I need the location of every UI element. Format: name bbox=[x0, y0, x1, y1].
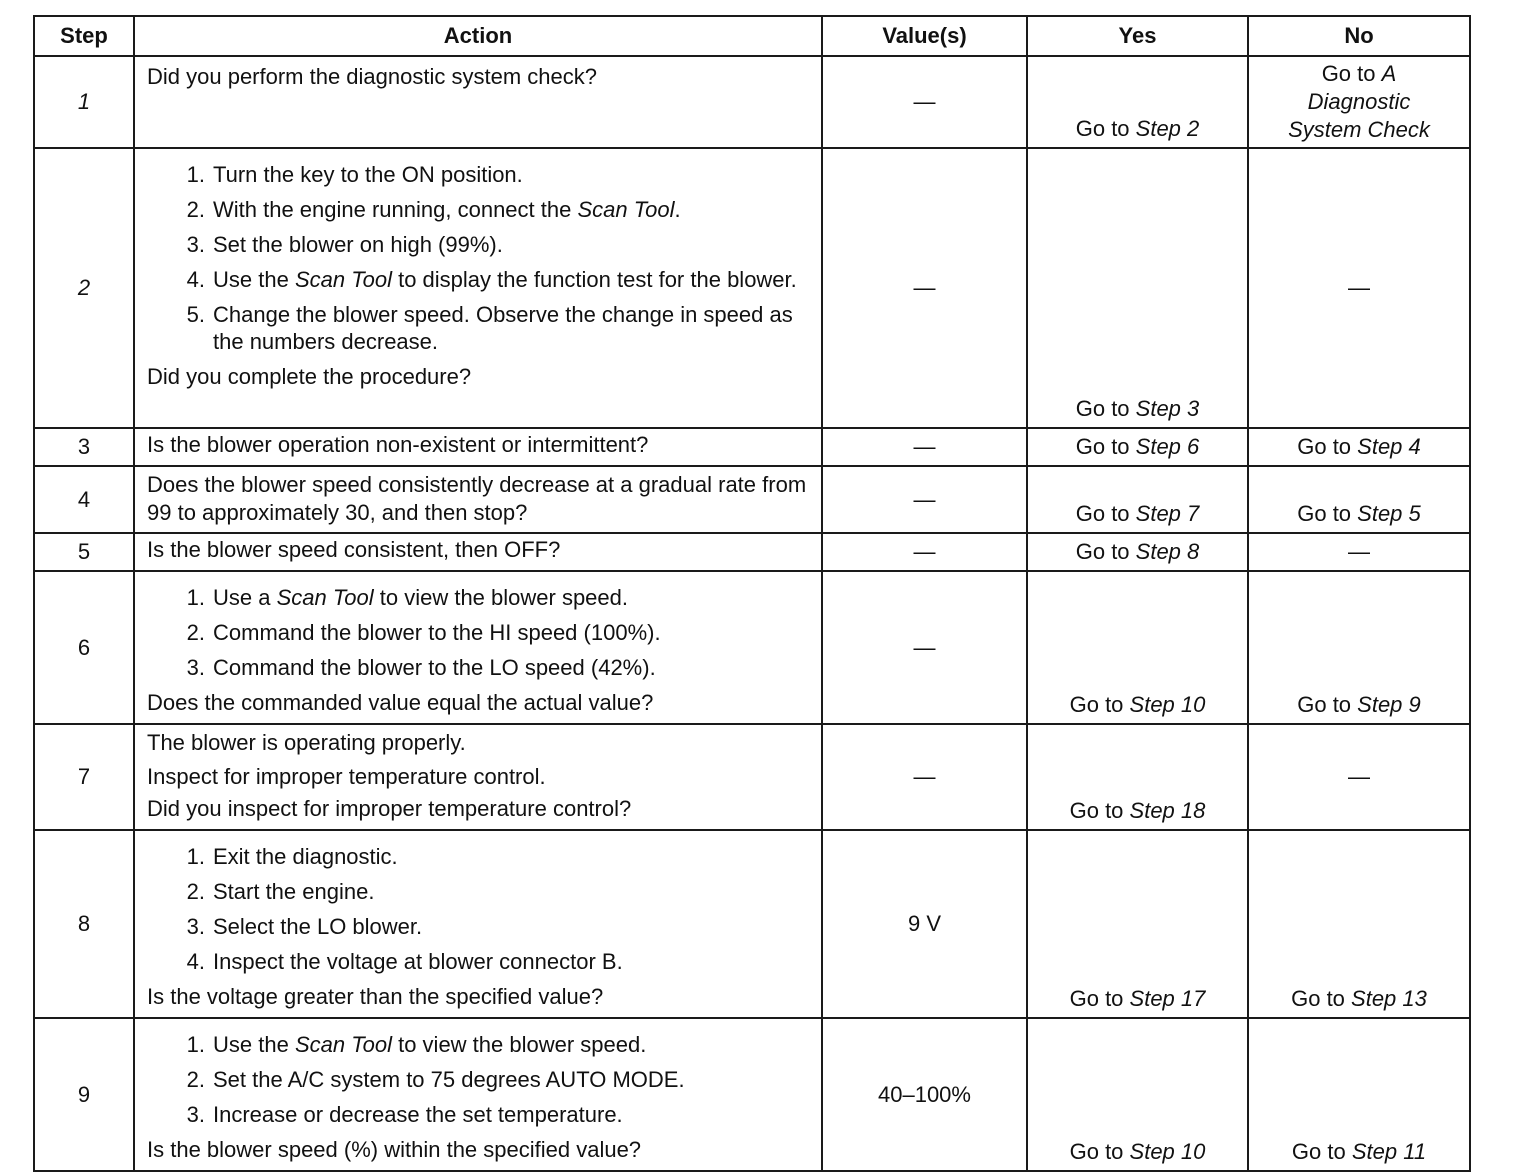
item-text: to display the function test for the blower. bbox=[391, 267, 797, 292]
item-text: Start the engine. bbox=[213, 879, 375, 904]
item-emphasis: Scan Tool bbox=[294, 1032, 392, 1057]
action-question: Does the blower speed consistently decrease at a gradual rate from 99 to approximately 30, and then stop? bbox=[147, 472, 807, 525]
procedure-list bbox=[147, 161, 811, 355]
step-link[interactable]: Step 6 bbox=[1135, 434, 1200, 459]
procedure-link[interactable]: System Check bbox=[1288, 117, 1430, 142]
yes-cell bbox=[1027, 571, 1248, 724]
item-number: 1. bbox=[186, 162, 205, 187]
action-question: Did you inspect for improper temperature control? bbox=[147, 796, 632, 821]
yes-cell bbox=[1027, 428, 1248, 466]
yes-cell bbox=[1027, 148, 1248, 428]
step-link[interactable]: Step 4 bbox=[1357, 434, 1421, 459]
step-link[interactable]: Step 7 bbox=[1135, 501, 1200, 526]
item-number: 3. bbox=[186, 232, 205, 257]
no-cell bbox=[1248, 571, 1470, 724]
table-row bbox=[34, 724, 1470, 830]
item-number: 1. bbox=[186, 585, 205, 610]
step-number: 8 bbox=[34, 830, 134, 1018]
yes-cell bbox=[1027, 830, 1248, 1018]
goto-prefix: Go to bbox=[1297, 501, 1358, 526]
step-link[interactable]: Step 13 bbox=[1351, 986, 1427, 1011]
item-number: 2. bbox=[186, 1067, 205, 1092]
value-cell: — bbox=[822, 428, 1027, 466]
item-text: Set the blower on high (99%). bbox=[213, 232, 503, 257]
list-item bbox=[147, 619, 811, 646]
no-cell bbox=[1248, 1018, 1470, 1171]
item-number: 2. bbox=[186, 197, 205, 222]
no-cell: — bbox=[1248, 533, 1470, 571]
list-item bbox=[147, 266, 811, 293]
item-number: 2. bbox=[186, 620, 205, 645]
list-item bbox=[147, 654, 811, 681]
list-item bbox=[147, 1031, 811, 1058]
item-emphasis: Scan Tool bbox=[276, 585, 374, 610]
item-text: Exit the diagnostic. bbox=[213, 844, 398, 869]
item-number: 3. bbox=[186, 914, 205, 939]
item-text: Change the blower speed. Observe the change in speed as the numbers decrease. bbox=[213, 302, 793, 354]
item-emphasis: Scan Tool bbox=[577, 197, 675, 222]
list-item bbox=[147, 161, 811, 188]
step-link[interactable]: Step 18 bbox=[1129, 798, 1206, 823]
value-cell: — bbox=[822, 56, 1027, 148]
item-emphasis: Scan Tool bbox=[294, 267, 392, 292]
action-cell bbox=[134, 56, 822, 148]
list-item bbox=[147, 584, 811, 611]
no-cell: — bbox=[1248, 148, 1470, 428]
step-link[interactable]: Step 17 bbox=[1129, 986, 1206, 1011]
item-number: 5. bbox=[186, 302, 205, 327]
goto-prefix: Go to bbox=[1069, 1139, 1130, 1164]
action-text: The blower is operating properly. bbox=[147, 730, 466, 755]
no-cell bbox=[1248, 830, 1470, 1018]
goto-prefix: Go to bbox=[1291, 986, 1352, 1011]
action-question: Did you complete the procedure? bbox=[147, 364, 472, 389]
list-item bbox=[147, 878, 811, 905]
table-row bbox=[34, 1018, 1470, 1171]
action-cell bbox=[134, 1018, 822, 1171]
step-link[interactable]: Step 10 bbox=[1129, 692, 1206, 717]
yes-cell bbox=[1027, 724, 1248, 830]
item-number: 4. bbox=[186, 267, 205, 292]
action-cell bbox=[134, 148, 822, 428]
goto-prefix: Go to bbox=[1069, 692, 1130, 717]
header-row bbox=[34, 16, 1470, 56]
item-number: 1. bbox=[186, 844, 205, 869]
goto-prefix: Go to bbox=[1069, 798, 1130, 823]
table-row bbox=[34, 428, 1470, 466]
item-text: Increase or decrease the set temperature. bbox=[213, 1102, 623, 1127]
list-item bbox=[147, 231, 811, 258]
table-row bbox=[34, 533, 1470, 571]
item-text: Command the blower to the HI speed (100%). bbox=[213, 620, 661, 645]
step-number: 9 bbox=[34, 1018, 134, 1171]
goto-prefix: Go to bbox=[1075, 434, 1136, 459]
step-link[interactable]: Step 11 bbox=[1351, 1139, 1427, 1164]
header-action: Action bbox=[134, 16, 822, 56]
yes-cell bbox=[1027, 56, 1248, 148]
action-question: Is the blower speed (%) within the specified value? bbox=[147, 1137, 642, 1162]
value-cell: — bbox=[822, 148, 1027, 428]
item-text: Use the bbox=[213, 267, 295, 292]
step-link[interactable]: Step 8 bbox=[1135, 539, 1200, 564]
step-number: 2 bbox=[34, 148, 134, 428]
procedure-list bbox=[147, 584, 811, 681]
step-number: 6 bbox=[34, 571, 134, 724]
action-text: Inspect for improper temperature control. bbox=[147, 764, 546, 789]
item-text: Set the A/C system to 75 degrees AUTO MODE. bbox=[213, 1067, 685, 1092]
item-text: With the engine running, connect the bbox=[213, 197, 578, 222]
action-cell bbox=[134, 724, 822, 830]
goto-prefix: Go to bbox=[1075, 396, 1136, 421]
no-cell bbox=[1248, 466, 1470, 533]
action-question: Is the blower speed consistent, then OFF? bbox=[147, 537, 561, 562]
item-text: to view the blower speed. bbox=[373, 585, 629, 610]
value-cell: — bbox=[822, 533, 1027, 571]
table-row bbox=[34, 571, 1470, 724]
item-text: Select the LO blower. bbox=[213, 914, 423, 939]
item-number: 2. bbox=[186, 879, 205, 904]
goto-prefix: Go to bbox=[1075, 116, 1136, 141]
table-row bbox=[34, 56, 1470, 148]
item-text: Command the blower to the LO speed (42%). bbox=[213, 655, 656, 680]
step-link[interactable]: Step 10 bbox=[1129, 1139, 1206, 1164]
item-text: Use a bbox=[213, 585, 277, 610]
procedure-list bbox=[147, 1031, 811, 1128]
goto-prefix: Go to bbox=[1075, 539, 1136, 564]
header-step: Step bbox=[34, 16, 134, 56]
item-number: 3. bbox=[186, 655, 205, 680]
list-item bbox=[147, 301, 811, 355]
step-link[interactable]: Step 5 bbox=[1357, 501, 1421, 526]
diagnostic-table bbox=[33, 15, 1471, 1172]
step-number: 7 bbox=[34, 724, 134, 830]
step-number: 4 bbox=[34, 466, 134, 533]
goto-prefix: Go to bbox=[1297, 692, 1358, 717]
value-cell: — bbox=[822, 571, 1027, 724]
step-link[interactable]: Step 9 bbox=[1357, 692, 1421, 717]
goto-prefix: Go to bbox=[1321, 61, 1382, 86]
header-values: Value(s) bbox=[822, 16, 1027, 56]
action-question: Did you perform the diagnostic system check? bbox=[147, 64, 597, 89]
procedure-link[interactable]: Diagnostic bbox=[1307, 89, 1411, 114]
item-text: Inspect the voltage at blower connector B. bbox=[213, 949, 623, 974]
item-number: 1. bbox=[186, 1032, 205, 1057]
yes-cell bbox=[1027, 466, 1248, 533]
table-row bbox=[34, 466, 1470, 533]
yes-cell bbox=[1027, 533, 1248, 571]
action-cell bbox=[134, 830, 822, 1018]
header-yes: Yes bbox=[1027, 16, 1248, 56]
value-cell: — bbox=[822, 724, 1027, 830]
item-text: . bbox=[674, 197, 681, 222]
item-text: Use the bbox=[213, 1032, 295, 1057]
yes-cell bbox=[1027, 1018, 1248, 1171]
table-row bbox=[34, 148, 1470, 428]
action-cell bbox=[134, 428, 822, 466]
action-cell bbox=[134, 571, 822, 724]
goto-prefix: Go to bbox=[1297, 434, 1358, 459]
value-cell: 9 V bbox=[822, 830, 1027, 1018]
list-item bbox=[147, 1101, 811, 1128]
list-item bbox=[147, 913, 811, 940]
value-cell: 40–100% bbox=[822, 1018, 1027, 1171]
list-item bbox=[147, 948, 811, 975]
list-item bbox=[147, 1066, 811, 1093]
action-question: Does the commanded value equal the actual value? bbox=[147, 690, 654, 715]
no-cell: — bbox=[1248, 724, 1470, 830]
item-number: 4. bbox=[186, 949, 205, 974]
header-no: No bbox=[1248, 16, 1470, 56]
action-question: Is the voltage greater than the specified value? bbox=[147, 984, 604, 1009]
goto-prefix: Go to bbox=[1075, 501, 1136, 526]
list-item bbox=[147, 196, 811, 223]
no-cell bbox=[1248, 56, 1470, 148]
step-number: 5 bbox=[34, 533, 134, 571]
list-item bbox=[147, 843, 811, 870]
step-link[interactable]: Step 3 bbox=[1135, 396, 1200, 421]
goto-prefix: Go to bbox=[1291, 1139, 1352, 1164]
step-link[interactable]: Step 2 bbox=[1135, 116, 1200, 141]
value-cell: — bbox=[822, 466, 1027, 533]
goto-prefix: Go to bbox=[1069, 986, 1130, 1011]
step-number: 1 bbox=[34, 56, 134, 148]
procedure-link[interactable]: A bbox=[1381, 61, 1397, 86]
item-number: 3. bbox=[186, 1102, 205, 1127]
step-number: 3 bbox=[34, 428, 134, 466]
item-text: to view the blower speed. bbox=[391, 1032, 647, 1057]
action-cell bbox=[134, 466, 822, 533]
procedure-list bbox=[147, 843, 811, 975]
table-row bbox=[34, 830, 1470, 1018]
item-text: Turn the key to the ON position. bbox=[213, 162, 523, 187]
action-cell bbox=[134, 533, 822, 571]
action-question: Is the blower operation non-existent or intermittent? bbox=[147, 432, 649, 457]
no-cell bbox=[1248, 428, 1470, 466]
